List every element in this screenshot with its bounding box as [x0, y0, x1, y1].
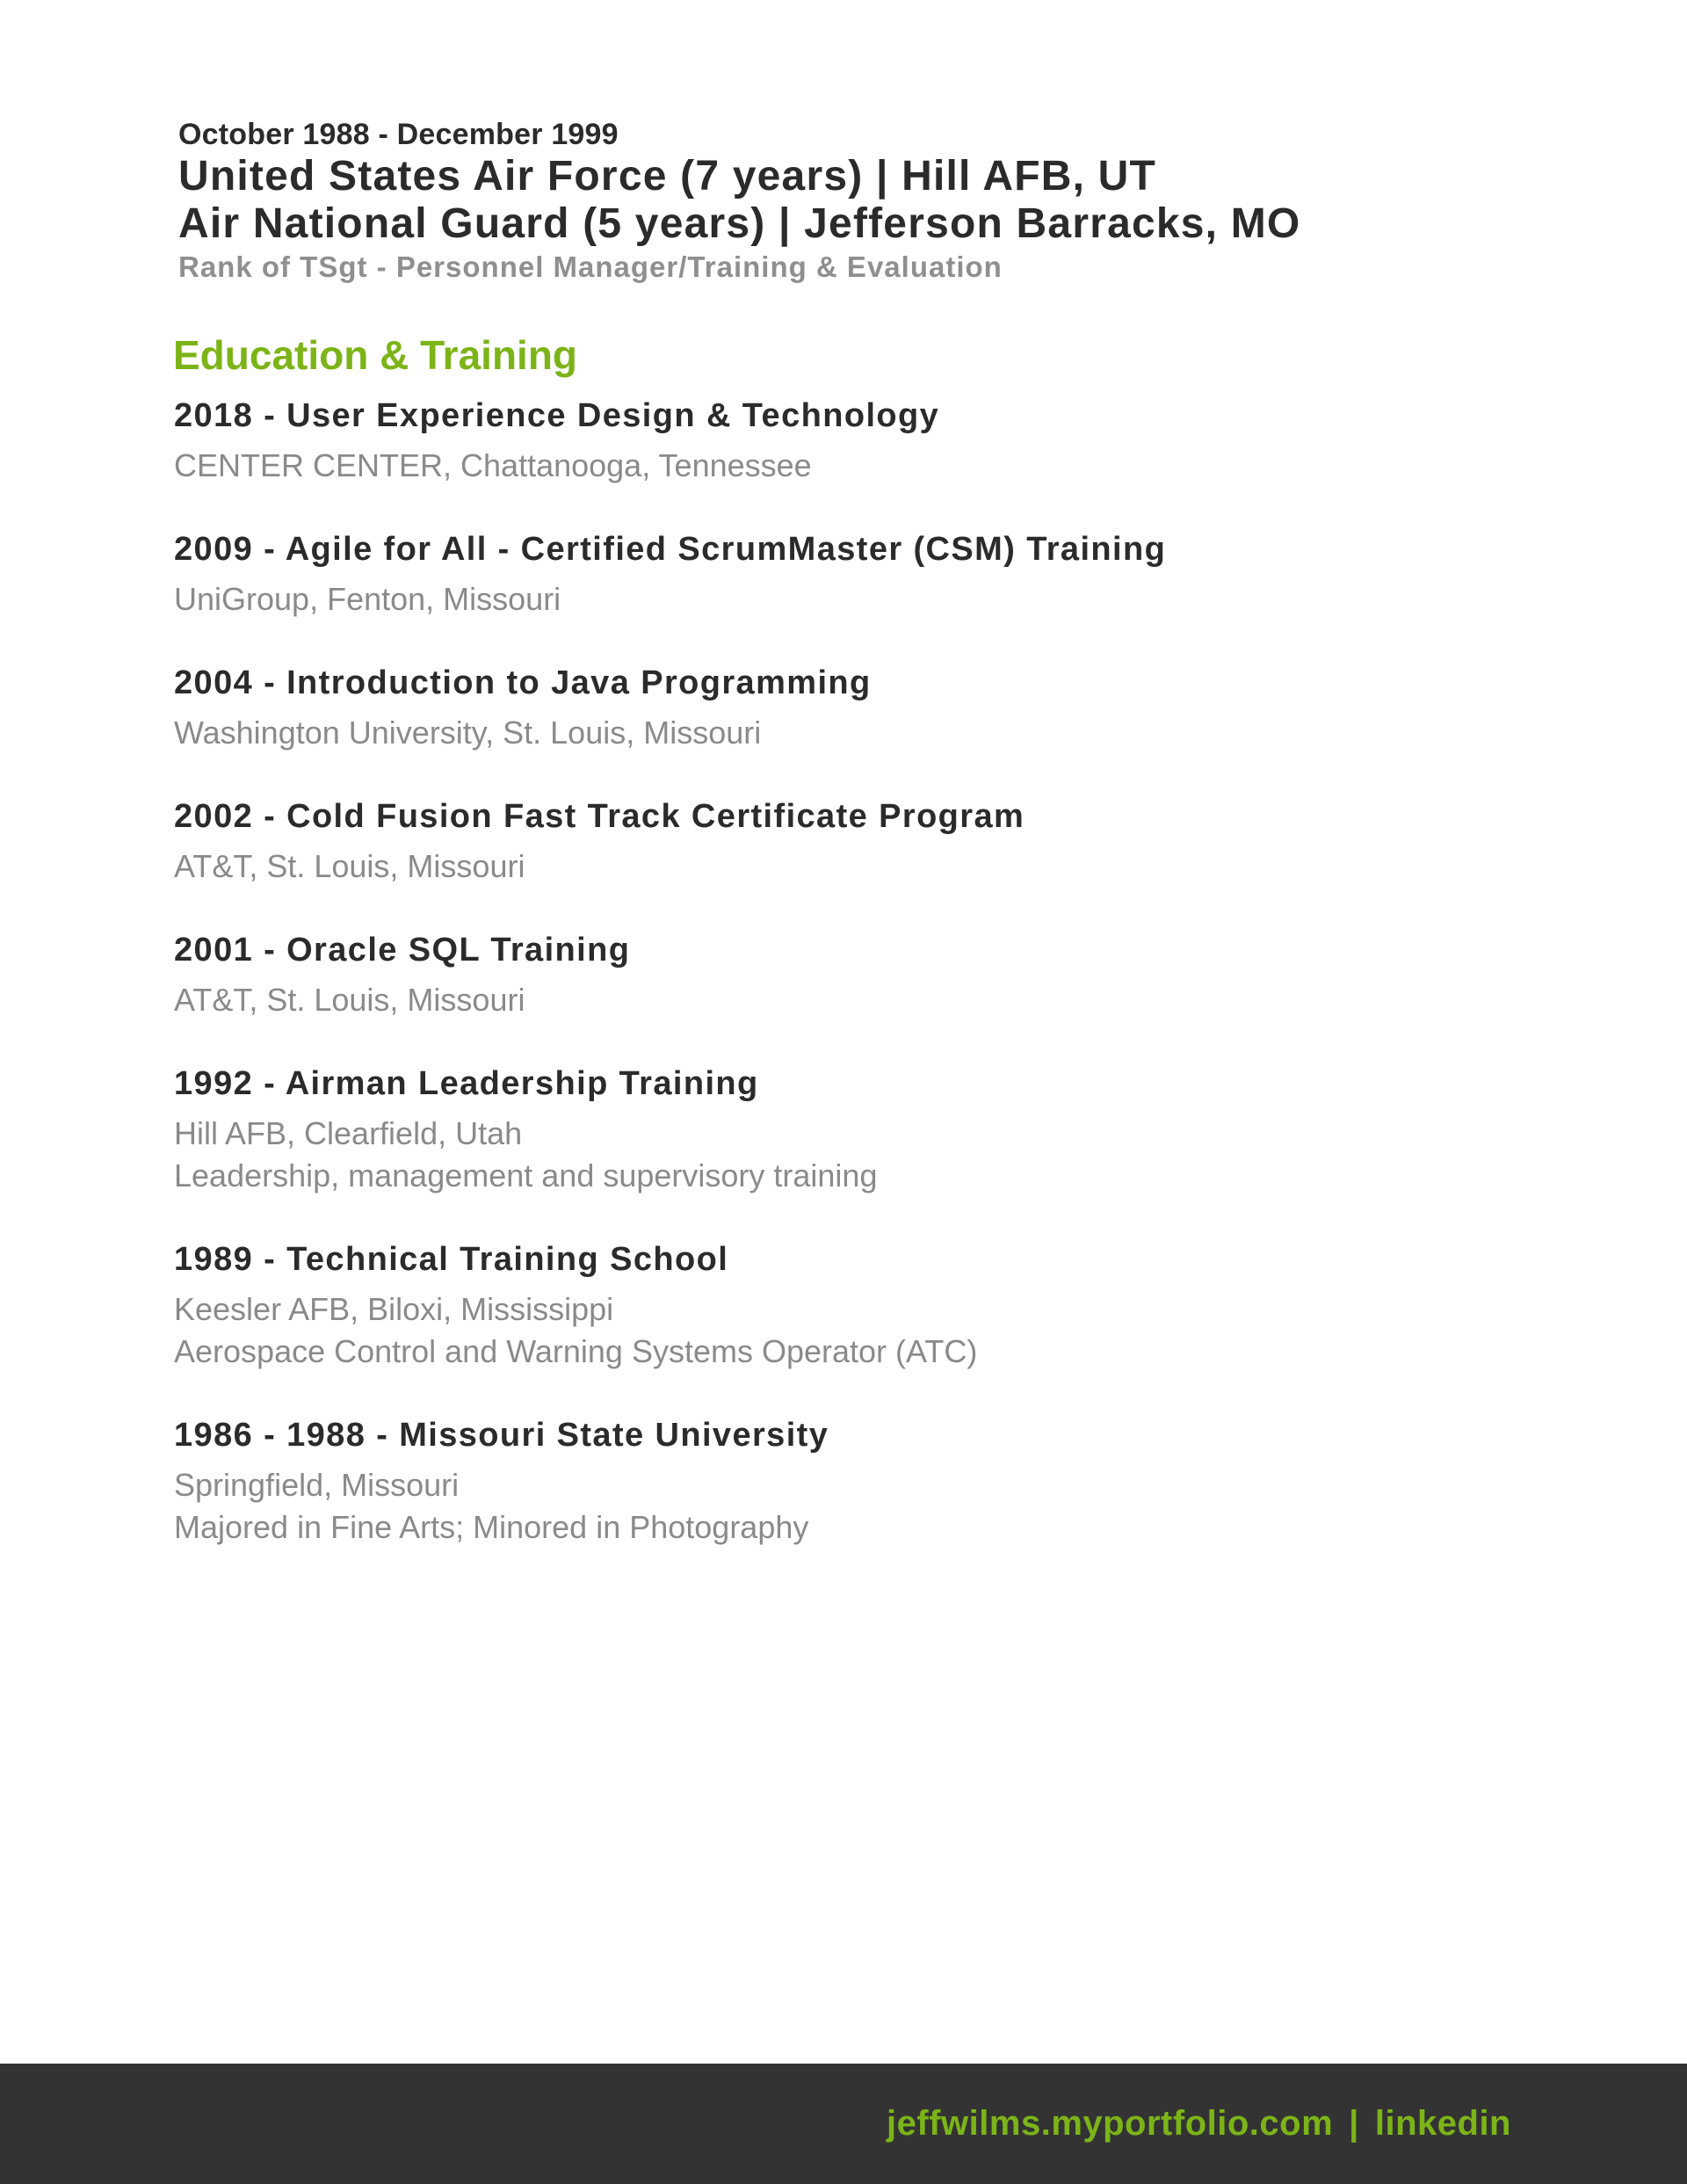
footer-separator: | — [1349, 2104, 1359, 2143]
education-heading: Education & Training — [173, 332, 578, 378]
education-title: 2002 - Cold Fusion Fast Track Certificate Program — [174, 798, 1025, 835]
education-item — [174, 928, 1580, 1021]
education-title: 2001 - Oracle SQL Training — [174, 932, 631, 969]
linkedin-link[interactable]: linkedin — [1374, 2104, 1511, 2143]
education-detail: UniGroup, Fenton, Missouri — [174, 581, 561, 617]
service-org-air-force: United States Air Force (7 years) | Hill AFB, UT — [178, 153, 1157, 200]
education-title: 2009 - Agile for All - Certified ScrumMaster (CSM) Training — [174, 531, 1167, 568]
education-item — [174, 795, 1580, 888]
page-footer — [0, 2064, 1687, 2184]
education-item — [174, 394, 1580, 487]
education-detail: Aerospace Control and Warning Systems Operator (ATC) — [174, 1333, 978, 1369]
education-detail: Keesler AFB, Biloxi, Mississippi — [174, 1291, 614, 1327]
education-detail: Springfield, Missouri — [174, 1467, 460, 1503]
education-detail: Leadership, management and supervisory training — [174, 1157, 878, 1194]
education-title: 1986 - 1988 - Missouri State University — [174, 1417, 829, 1454]
education-item — [174, 1413, 1580, 1549]
education-detail: AT&T, St. Louis, Missouri — [174, 982, 525, 1018]
education-detail: CENTER CENTER, Chattanooga, Tennessee — [174, 447, 812, 483]
footer-links — [887, 2101, 1511, 2146]
service-org-air-national-guard: Air National Guard (5 years) | Jefferson Barracks, MO — [178, 200, 1301, 247]
education-detail: Majored in Fine Arts; Minored in Photography — [174, 1509, 809, 1545]
education-list — [174, 394, 1580, 1589]
education-item — [174, 1237, 1580, 1373]
education-item — [174, 661, 1580, 754]
education-item — [174, 1062, 1580, 1197]
service-rank: Rank of TSgt - Personnel Manager/Training & Evaluation — [178, 250, 1003, 283]
education-detail: Washington University, St. Louis, Missouri — [174, 715, 762, 751]
service-dates: October 1988 - December 1999 — [178, 118, 619, 151]
education-title: 1992 - Airman Leadership Training — [174, 1065, 759, 1102]
education-title: 2004 - Introduction to Java Programming — [174, 664, 872, 701]
education-title: 2018 - User Experience Design & Technology — [174, 397, 940, 434]
portfolio-link[interactable]: jeffwilms.myportfolio.com — [887, 2104, 1334, 2143]
education-item — [174, 527, 1580, 620]
military-service-section — [178, 116, 1584, 285]
education-title: 1989 - Technical Training School — [174, 1241, 729, 1278]
education-detail: Hill AFB, Clearfield, Utah — [174, 1115, 523, 1151]
education-detail: AT&T, St. Louis, Missouri — [174, 848, 525, 884]
